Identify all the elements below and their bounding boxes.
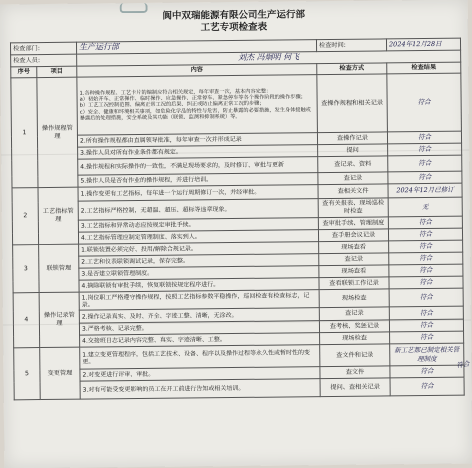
item-method: 现场查看	[319, 241, 389, 254]
item-result	[388, 197, 462, 217]
item-content: 2.操作记录真实、及时、齐全、字迹工整、清晰，无涂改。	[79, 308, 319, 324]
item-method: 查相关文件	[318, 184, 388, 199]
item-content: 3.工艺指标和异常动态应按规定审批手续。	[78, 218, 318, 233]
document-title	[0, 8, 468, 37]
item-content: 2.工艺指标严格控制，无超温、超压、超标等违章现象。	[78, 199, 318, 221]
item-result	[388, 171, 462, 184]
item-result	[387, 131, 461, 144]
item-result	[389, 319, 463, 332]
title-line-1: 阆中双瑞能源有限公司生产运行部	[162, 9, 306, 22]
col-no: 序号	[11, 67, 37, 78]
dept-value: 生产运行部	[76, 40, 316, 55]
handwritten-result: 新工艺都已制定相关管理制度	[394, 345, 460, 363]
section-name: 操作规程管理	[37, 77, 78, 187]
item-method: 查有关报表、现场巡检时检查	[318, 198, 388, 218]
item-content: 3.严格考核、记录完整。	[79, 321, 319, 336]
item-content: 1.各种操作规程、工艺卡片的编制应符合相关规定，每年审查一次，基本内容完整： a）初始开车、正常操作、临时操作、应急操作、正常停车、紧急停车等各个操作阶段的操作步骤； b）工艺工况控制范围、偏离正常工况的后果、纠正或防止偏离正常工况的步骤； c）安全、健康和环境相关事项，如危险化学品的特性与危害，防止暴露的必要措施，发生身体接触或暴露后的处理措施，安全系统及其功能（联锁、监测和抑制系统）等。	[77, 75, 318, 136]
item-result	[390, 331, 464, 344]
item-method: 查记录、资料	[318, 156, 388, 173]
handwritten-result: 符合	[420, 332, 434, 342]
handwritten-result: 符合	[419, 241, 433, 251]
handwritten-result: 2024年12月已修订	[396, 185, 454, 195]
section-number: 2	[12, 188, 39, 245]
table-row	[11, 73, 462, 136]
item-result	[389, 252, 463, 265]
item-method: 提问、查相关记录	[320, 378, 390, 397]
item-method: 查记录	[319, 253, 389, 266]
col-content: 内容	[77, 64, 317, 78]
item-result	[388, 183, 462, 198]
item-content: 4.工艺指标管理应制定管理制度、落实到人。	[78, 230, 318, 245]
item-result	[388, 228, 462, 241]
item-method: 现场查看	[319, 265, 389, 278]
time-value: 2024年12月28日	[386, 38, 460, 51]
item-result	[389, 240, 463, 253]
item-result	[390, 365, 464, 378]
section-name: 变更管理	[40, 347, 81, 399]
handwritten-result: 符合	[419, 292, 433, 302]
handwritten-result: 符合	[420, 381, 434, 391]
handwritten-result: 符合	[419, 253, 433, 263]
section-name: 工艺指标管理	[38, 187, 79, 244]
item-result	[390, 377, 464, 396]
item-method: 提问	[318, 144, 388, 157]
item-method: 查审批手续、管理制度	[318, 217, 388, 230]
col-method: 检查方式	[317, 63, 387, 75]
handwritten-result: 符合	[419, 320, 434, 330]
item-content: 1.联锁装置必须完好、投用/解除合规记录。	[79, 242, 319, 257]
handwritten-result: 符合	[419, 277, 433, 287]
item-method: 查操作规程和相关记录	[317, 74, 388, 133]
section-name: 操作记录管理	[39, 292, 80, 347]
item-result	[388, 216, 462, 229]
item-content: 3.对有可能受变更影响的员工在开工前进行告知或相关培训。	[80, 379, 320, 400]
item-result	[390, 343, 464, 366]
item-content: 4.交接班日志记录内容完整、真实、字迹清晰、工整。	[80, 333, 320, 348]
margin-note: 符合	[455, 359, 470, 370]
handwritten-result: 符合	[420, 366, 434, 376]
item-method: 查记录	[318, 172, 388, 185]
item-result	[388, 155, 462, 172]
handwritten-result: 符合	[418, 229, 433, 239]
item-method: 查看联锁工作记录	[319, 277, 389, 290]
item-content: 5.操作人员是否有作业的操作规程，并进行培训。	[78, 173, 318, 188]
section-name: 联锁管理	[39, 244, 80, 292]
item-content: 2.对变更进行评审、审批。	[80, 367, 320, 382]
inspection-table	[10, 38, 465, 401]
item-method: 查记录	[319, 307, 389, 321]
item-method: 查考核、奖惩记录	[319, 320, 389, 333]
item-content: 3.操作人员对所有作业条件都有规定。	[78, 145, 318, 160]
item-content: 2.工艺和仪表联锁调试记录，保存完整。	[79, 254, 319, 269]
item-content: 3.是否建立联锁管理制度。	[79, 266, 319, 281]
item-method: 查操作记录	[317, 132, 387, 145]
handwritten-result: 符合	[417, 97, 431, 107]
item-content: 4.摘除联锁有审批手续，恢复联锁按规定程序进行。	[79, 278, 319, 293]
col-result: 检查结果	[387, 62, 461, 74]
item-content: 1.岗位职工严格遵守操作规程，按照工艺指标参数平稳操作，巡回检查有检查标志，记录。	[79, 290, 319, 311]
handwritten-result: 无	[421, 202, 429, 211]
people-value: 刘杰 冯炯明 何飞	[77, 50, 461, 66]
handwritten-result: 符合	[419, 308, 433, 317]
item-result	[388, 143, 462, 156]
item-result	[389, 264, 463, 277]
item-method: 查文件	[320, 366, 390, 379]
item-result	[389, 276, 463, 289]
table-row	[14, 377, 464, 400]
item-content: 2.所有操作规程都由直属领导批准，每年审查一次并形成记录	[77, 133, 317, 148]
section-number: 4	[13, 293, 40, 348]
handwritten-result: 符合	[419, 265, 433, 275]
title-line-2: 工艺专项检查表	[200, 21, 268, 34]
col-project: 项目	[37, 66, 77, 77]
handwritten-result: 符合	[417, 132, 432, 142]
item-method: 现场检查	[320, 332, 390, 345]
section-number: 1	[11, 78, 38, 188]
handwritten-result: 符合	[418, 158, 432, 168]
section-number: 3	[13, 245, 40, 293]
item-result	[387, 73, 462, 132]
item-method: 现场检查	[319, 289, 389, 308]
section-number: 5	[14, 348, 41, 400]
item-result	[389, 306, 463, 320]
handwritten-result: 符合	[418, 144, 432, 154]
handwritten-result: 符合	[418, 217, 432, 227]
item-content: 4.操作规程和实际操作的一致性，不满足现场要求的，及时修订、审批与更新	[78, 157, 318, 176]
people-label: 检查人员:	[11, 54, 77, 67]
time-label: 检查时间:	[316, 39, 386, 52]
item-method: 查手册会议记录	[318, 229, 388, 242]
item-content: 1.建立变更管理程序，包括工艺技术、设备、程序以及操作过程等永久性或暂时性的变更。	[80, 345, 320, 370]
inspection-table-wrap	[10, 38, 464, 401]
item-result	[389, 288, 463, 307]
item-method: 查文件和记录	[320, 344, 390, 367]
handwritten-result: 符合	[418, 172, 432, 182]
item-content: 1.操作变更有工艺指标，每年进一个运行周期修订一次，并经审批。	[78, 185, 318, 202]
dept-label: 检查部门:	[10, 42, 76, 55]
